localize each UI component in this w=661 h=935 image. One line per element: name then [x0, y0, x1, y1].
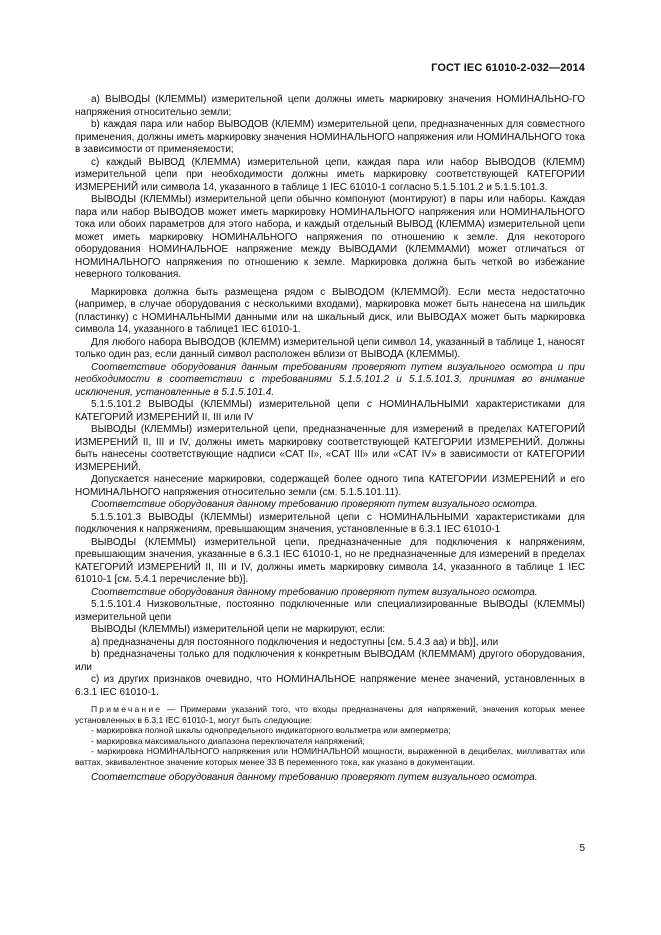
list-item-c: c) из других признаков очевидно, что НОМИНАЛЬНОЕ напряжение менее значений, установленных в 6.3.1 IEC 61010-1.	[75, 674, 585, 698]
note-item: - маркировка полной шкалы однопредельного индикаторного вольтметра или амперметра;	[91, 725, 451, 735]
paragraph-high-voltage-terminals: ВЫВОДЫ (КЛЕММЫ) измерительной цепи, предназначенные для подключения к напряжениям, превышающим значения, указанные в 6.3.1 IEC 61010-1, но не предназначенные для измерений в пределах КАТЕГОРИЙ ИЗМЕРЕНИЙ II, III и IV, должны иметь маркировку символа 14, указанного в таблице 1 IEC 61010-1 [см. 5.4.1 перечисление bb)].	[75, 536, 585, 585]
paragraph-not-marked: ВЫВОДЫ (КЛЕММЫ) измерительной цепи не маркируют, если:	[91, 624, 386, 635]
paragraph-symbol-14: Для любого набора ВЫВОДОВ (КЛЕММ) измерительной цепи символ 14, указанный в таблице 1, наносят только один раз, если данный символ расположен вблизи от ВЫВОДА (КЛЕММЫ).	[75, 336, 585, 360]
note-intro-text: — Примерами указаний того, что входы предназначены для напряжений, значения которых менее установленных в 6.3.1 IEC 61010-1, могут быть следующие:	[75, 704, 585, 725]
clause-heading-5-1-5-101-4: 5.1.5.101.4 Низковольтные, постоянно подключенные или специализированные ВЫВОДЫ (КЛЕММЫ) измерительной цепи	[75, 599, 585, 623]
list-item-c: c) каждый ВЫВОД (КЛЕММА) измерительной цепи, каждая пара или набор ВЫВОДОВ (КЛЕММ) измерительной цепи при необходимости должны иметь маркировку соответствующей КАТЕГОРИИ ИЗМЕРЕНИЙ или символа 14, указанного в таблице 1 IEC 61010-1 согласно 5.1.5.101.2 и 5.1.5.101.3.	[75, 156, 585, 193]
compliance-statement: Соответствие оборудования данному требованию проверяют путем визуального осмотра.	[91, 499, 538, 510]
compliance-statement: Соответствие оборудования данным требованиям проверяют путем визуального осмотра и при необходимости в соответствии с требованиями 5.1.5.101.2 и 5.1.5.101.3, принимая во внимание исключения, установленные в 5.1.5.101.4.	[75, 361, 585, 398]
clause-heading-5-1-5-101-3: 5.1.5.101.3 ВЫВОДЫ (КЛЕММЫ) измерительной цепи с НОМИНАЛЬНЫМИ характеристиками для подключения к напряжениям, превышающим значения, установленные в 6.3.1 IEC 61010-1	[75, 511, 585, 535]
page-number: 5	[579, 843, 585, 854]
list-item-b: b) предназначены только для подключения к конкретным ВЫВОДАМ (КЛЕММАМ) другого оборудования, или	[75, 649, 585, 673]
paragraph-terminals-pairs: ВЫВОДЫ (КЛЕММЫ) измерительной цепи обычно компонуют (монтируют) в пары или наборы. Каждая пара или набор ВЫВОДОВ может иметь маркировку НОМИНАЛЬНОГО напряжения или НОМИНАЛЬНОГО тока или обоих параметров для этого набора, и каждый отдельный ВЫВОД (КЛЕММА) измерительной цепи может иметь маркировку НОМИНАЛЬНОГО напряжения по отношению к земле. Для некоторого оборудования НОМИНАЛЬНОЕ напряжение между ВЫВОДАМИ (КЛЕММАМИ) может отличаться от НОМИНАЛЬНОГО напряжения по отношению к земле. Маркировка должна быть четкой во избежание неверного толкования.	[75, 194, 585, 280]
note-block	[75, 704, 585, 767]
compliance-statement-final: Соответствие оборудования данному требованию проверяют путем визуального осмотра.	[91, 772, 538, 783]
list-item-b: b) каждая пара или набор ВЫВОДОВ (КЛЕММ) измерительной цепи, предназначенных для совместного применения, должны иметь маркировку значения НОМИНАЛЬНОГО напряжения или НОМИНАЛЬНОГО тока в зависимости от применяемости;	[75, 119, 585, 155]
paragraph-multiple-categories: Допускается нанесение маркировки, содержащей более одного типа КАТЕГОРИИ ИЗМЕРЕНИЙ и его НОМИНАЛЬНОГО напряжения относительно земли (см. 5.1.5.101.11).	[75, 474, 585, 498]
list-item-a: a) предназначены для постоянного подключения и недоступны [см. 5.4.3 аа) и bb)], или	[91, 636, 499, 648]
paragraph-marking-placement: Маркировка должна быть размещена рядом с ВЫВОДОМ (КЛЕММОЙ). Если места недостаточно (например, в случае оборудования с несколькими входами), маркировка может быть нанесена на шильдик (пластинку) с НОМИНАЛЬНЫМИ данными или на шкальный диск, или ВЫВОДАХ может быть маркировка символа 14, указанного в таблице1 IEC 61010-1.	[75, 286, 585, 335]
document-body	[75, 94, 585, 785]
note-label: Примечание	[91, 704, 163, 714]
list-item-a: a) ВЫВОДЫ (КЛЕММЫ) измерительной цепи должны иметь маркировку значения НОМИНАЛЬНО-ГО напряжения относительно земли;	[75, 94, 585, 118]
note-intro	[75, 704, 585, 725]
note-item: - маркировка максимального диапазона переключателя напряжений;	[91, 735, 365, 746]
paragraph-cat-marking: ВЫВОДЫ (КЛЕММЫ) измерительной цепи, предназначенные для измерений в пределах КАТЕГОРИЙ ИЗМЕРЕНИЙ II, III и IV, должны иметь маркировку соответствующей КАТЕГОРИИ ИЗМЕРЕНИЙ. Должны быть нанесены соответствующие надписи «CAT II», «CAT III» или «CAT IV» в зависимости от КАТЕГОРИИ ИЗМЕРЕНИЙ.	[75, 424, 585, 473]
note-item: - маркировка НОМИНАЛЬНОГО напряжения или НОМИНАЛЬНОЙ мощности, выраженной в децибелах, милливаттах или ваттах, эквивалентное значение которых менее 33 В переменного тока, как указано в документации.	[75, 746, 585, 767]
compliance-statement: Соответствие оборудования данному требованию проверяют путем визуального осмотра.	[91, 586, 538, 598]
standard-title: ГОСТ IEC 61010-2-032—2014	[431, 62, 585, 74]
clause-heading-5-1-5-101-2: 5.1.5.101.2 ВЫВОДЫ (КЛЕММЫ) измерительной цепи с НОМИНАЛЬНЫМИ характеристиками для КАТЕГОРИЙ ИЗМЕРЕНИЙ II, III или IV	[75, 399, 585, 423]
